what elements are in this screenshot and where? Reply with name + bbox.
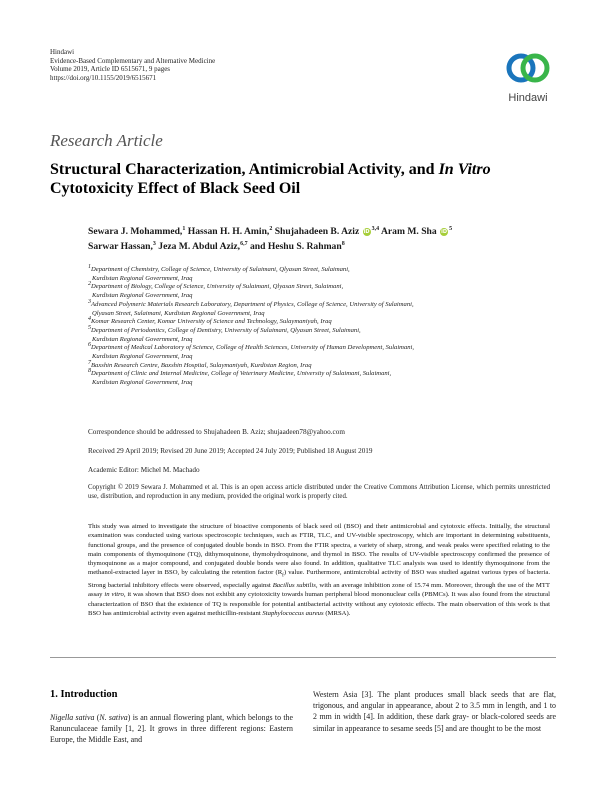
author: Jeza M. Abdul Aziz,$^{6,7}$ bbox=[158, 240, 248, 252]
copyright-notice: Copyright © 2019 Sewara J. Mohammed et al. This is an open access article distributed under the Creative Commons Attribution License, which permits unrestricted use, distribution, and reproduction in any medium, provided the original work is properly cited. bbox=[88, 484, 550, 500]
author: Shujahadeen B. Aziz iD $^{3,4}$ bbox=[274, 225, 380, 237]
abstract: This study was aimed to investigate the structure of bioactive components of black seed oil (BSO) and their antimicrobial and cytotoxic effects. Initially, the structural examination was conducted using various spectroscopic techniques, such as FTIR, TLC, and UV-visible spectroscopy, which are important in determining substituents, functional groups, and the presence of conjugated double bonds in BSO. From the FTIR spectra, a variety of sharp, strong, and weak peaks were specified relating to the main components of thymoquinone (TQ), dithymoquinone, thymohydroquinone, and thymol in BSO. The results of UV-visible spectroscopy confirmed the presence of thymoquinone as a major compound, and conjugated double bonds were also found. In addition, qualitative TLC analysis was used to identify thymoquinone from the methanol-extracted layer in BSO, by calculating the retention factor $(R_f)$ value. Furthermore, antimicrobial activity of BSO was studied against various types of bacteria. Strong bacterial inhibitory effects were observed, especially against Bacillus subtilis, with an average inhibition zone of 15.74 mm. Moreover, through the use of the MTT assay in vitro, it was shown that BSO does not exhibit any cytotoxicity towards human peripheral blood mononuclear cells (PBMCs). It was also found from the structural characterization of BSO that the existence of TQ is responsible for potential antibacterial activity without any cytotoxic effects. The main observation of this work is that BSO has antimicrobial activity even against methicillin-resistant Staphylococcus aureus (MRSA). bbox=[88, 523, 551, 617]
affiliation: $^7$Baxshin Research Centre, Baxshin Hospital, Sulaymaniyah, Kurdistan Region, Iraq bbox=[88, 359, 312, 369]
author: Aram M. Sha iD $^5$ bbox=[381, 225, 453, 237]
section-heading-introduction: 1. Introduction bbox=[50, 689, 118, 700]
affiliation: $^4$Komar Research Center, Komar University of Science and Technology, Sulaymaniyah, Iraq bbox=[88, 316, 332, 326]
journal-header bbox=[50, 48, 215, 82]
hindawi-logo-text: Hindawi bbox=[508, 92, 548, 104]
affiliation-list bbox=[88, 263, 558, 388]
author: Sewara J. Mohammed,$^1$ bbox=[88, 225, 186, 237]
section-divider bbox=[50, 657, 556, 658]
affiliation: $^5$Department of Periodontics, College of Dentistry, University of Sulaimani, Qlyasan Street, Sulaimani, Kurdistan Regional Government, Iraq bbox=[88, 324, 361, 343]
affiliation: $^2$Department of Biology, College of Science, University of Sulaimani, Qlyasan Street, Sulaimani, Kurdistan Regional Government, Iraq bbox=[88, 281, 344, 300]
title-italic: In Vitro bbox=[438, 161, 491, 178]
affiliation: $^1$Department of Chemistry, College of Science, University of Sulaimani, Qlyasan Street, Sulaimani, Kurdistan Regional Government, Iraq bbox=[88, 263, 350, 282]
volume-info: Volume 2019, Article ID 6515671, 9 pages bbox=[50, 65, 171, 74]
body-column-right: Western Asia [3]. The plant produces small black seeds that are flat, trigonous, and angular in appearance, about 2 to 3.5 mm in length, and 1 to 2 mm in width [4]. In addition, these dark gray- or black-colored seeds are similar in appearance to sesame seeds [5] and are thought to be the most bbox=[313, 690, 556, 733]
title-part-2: Cytotoxicity Effect of Black Seed Oil bbox=[50, 180, 301, 197]
paper-title bbox=[50, 160, 570, 198]
orcid-icon[interactable]: iD bbox=[363, 228, 370, 235]
title-part-1: Structural Characterization, Antimicrobial Activity, and bbox=[50, 161, 439, 178]
publication-dates: Received 29 April 2019; Revised 20 June 2019; Accepted 24 July 2019; Published 18 August 2019 bbox=[88, 447, 373, 455]
affiliation: $^8$Department of Clinic and Internal Medicine, College of Veterinary Medicine, University of Sulaimani, Sulaimani, Kurdistan Regional Government, Iraq bbox=[88, 368, 392, 387]
author-list bbox=[88, 224, 558, 254]
doi-link[interactable]: https://doi.org/10.1155/2019/6515671 bbox=[50, 73, 157, 82]
academic-editor: Academic Editor: Michel M. Machado bbox=[88, 466, 200, 474]
correspondence: Correspondence should be addressed to Shujahadeen B. Aziz; shujaadeen78@yahoo.com bbox=[88, 428, 345, 436]
author: and Heshu S. Rahman$^8$ bbox=[249, 240, 345, 252]
body-column-left: Nigella sativa (N. sativa) is an annual flowering plant, which belongs to the Ranunculaceae family [1, 2]. It grows in three different regions: Eastern Europe, the Middle East, and bbox=[50, 713, 293, 745]
orcid-icon[interactable]: iD bbox=[441, 228, 448, 235]
article-type: Research Article bbox=[50, 131, 163, 150]
publisher-name: Hindawi bbox=[50, 48, 75, 56]
author: Hassan H. H. Amin,$^2$ bbox=[187, 225, 273, 237]
author: Sarwar Hassan,$^3$ bbox=[88, 240, 156, 252]
affiliation: $^3$Advanced Polymeric Materials Research Laboratory, Department of Physics, College of Science, University of Sulaimani, Qlyasan Street, Sulaimani, Kurdistan Regional Government, Iraq bbox=[88, 298, 414, 317]
affiliation: $^6$Department of Medical Laboratory of Science, College of Health Sciences, University of Human Development, Sulaimani, Kurdistan Regional Government, Iraq bbox=[88, 342, 415, 361]
journal-name: Evidence-Based Complementary and Alternative Medicine bbox=[50, 56, 216, 65]
